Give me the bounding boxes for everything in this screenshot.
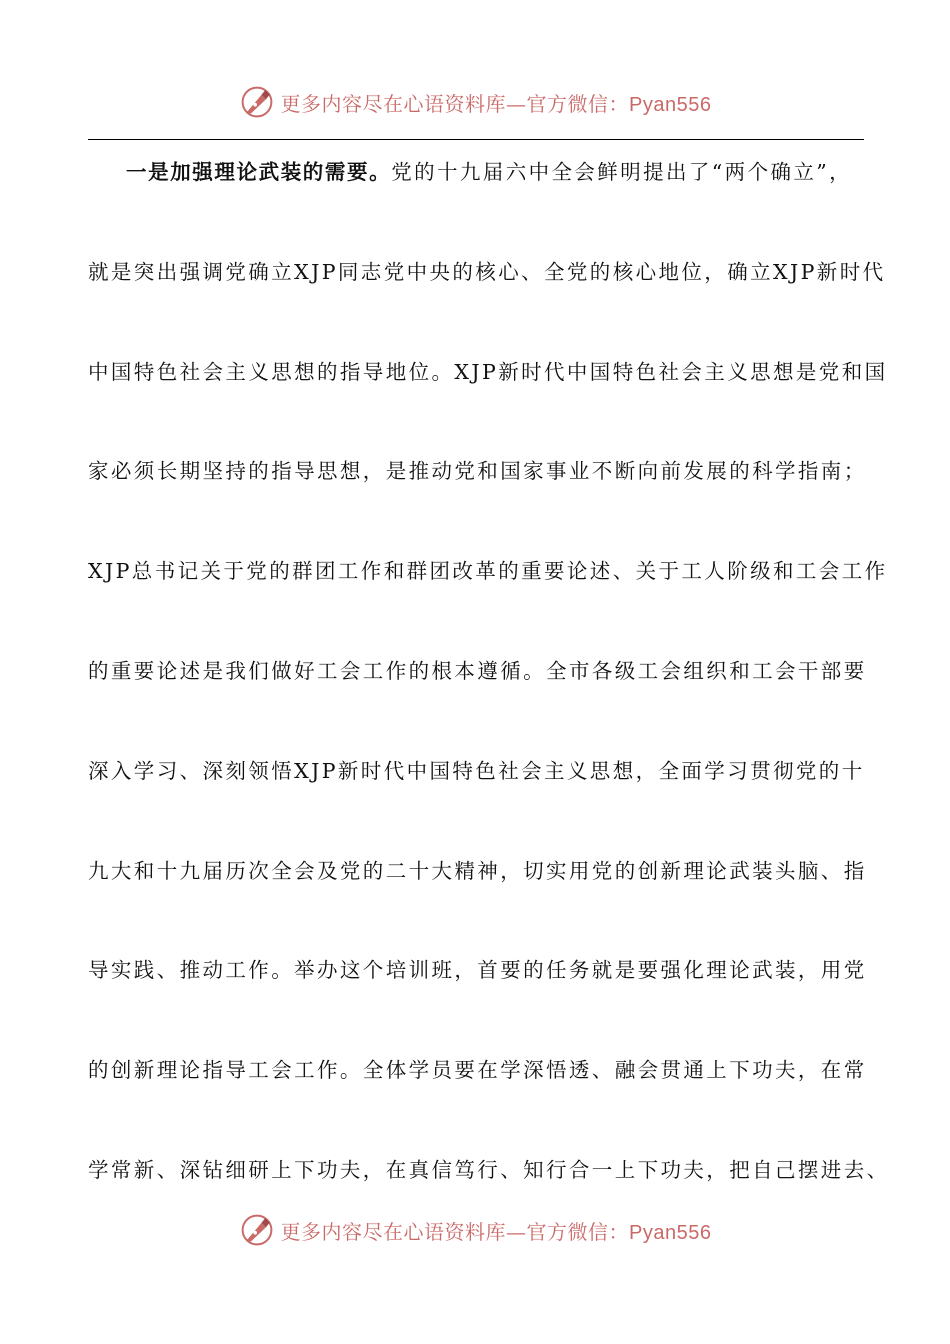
footer-banner xyxy=(0,1210,950,1250)
document-body xyxy=(88,150,890,1248)
paragraph-line: 导实践、推动工作。举办这个培训班，首要的任务就是要强化理论武装，用党 xyxy=(88,958,867,983)
banner-wechat-id: Pyan556 xyxy=(629,93,712,116)
header-banner xyxy=(0,82,950,122)
paragraph-line: 学常新、深钻细研上下功夫，在真信笃行、知行合一上下功夫，把自己摆进去、 xyxy=(88,1157,890,1182)
paragraph-line: 深入学习、深刻领悟XJP新时代中国特色社会主义思想，全面学习贯彻党的十 xyxy=(88,758,865,783)
pen-nib-logo-icon xyxy=(239,84,275,120)
paragraph-line: 的创新理论指导工会工作。全体学员要在学深悟透、融会贯通上下功夫，在常 xyxy=(88,1058,867,1083)
paragraph-line: 的重要论述是我们做好工会工作的根本遵循。全市各级工会组织和工会干部要 xyxy=(88,658,867,683)
paragraph-first-line xyxy=(88,150,878,250)
paragraph-line: 就是突出强调党确立XJP同志党中央的核心、全党的核心地位，确立XJP新时代 xyxy=(88,259,886,284)
paragraph-line: 中国特色社会主义思想的指导地位。XJP新时代中国特色社会主义思想是党和国 xyxy=(88,359,888,384)
paragraph-line: XJP总书记关于党的群团工作和群团改革的重要论述、关于工人阶级和工会工作 xyxy=(88,559,888,584)
paragraph-lead-text: 党的十九届六中全会鲜明提出了“两个确立”， xyxy=(391,160,853,184)
paragraph-line: 家必须长期坚持的指导思想，是推动党和国家事业不断向前发展的科学指南； xyxy=(88,459,867,484)
paragraph-line: 九大和十九届历次全会及党的二十大精神，切实用党的创新理论武装头脑、指 xyxy=(88,858,867,883)
header-rule xyxy=(88,139,864,140)
banner-text: 更多内容尽在心语资料库—官方微信：Pyan556 xyxy=(280,1219,712,1244)
banner-text: 更多内容尽在心语资料库—官方微信：Pyan556 xyxy=(280,91,712,116)
pen-nib-logo-icon xyxy=(239,1212,275,1248)
banner-wechat-id: Pyan556 xyxy=(629,1221,712,1244)
paragraph-lead-heading: 一是加强理论武装的需要。 xyxy=(126,160,392,184)
